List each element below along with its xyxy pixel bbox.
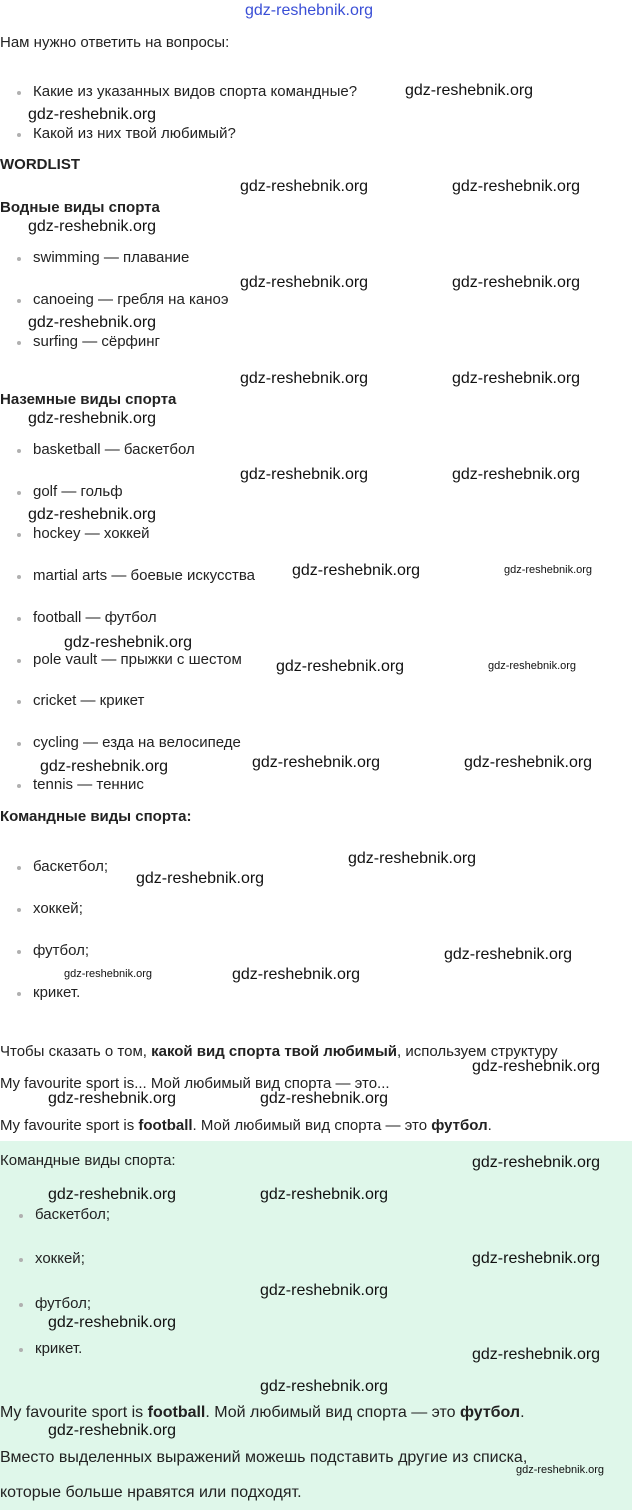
watermark-text: gdz-reshebnik.org [260,1090,389,1107]
answer-note-1: Вместо выделенных выражений можешь подставить другие из списка, [0,1449,528,1466]
watermark-text: gdz-reshebnik.org [516,1464,605,1476]
answer-item: баскетбол; [35,1206,111,1223]
watermark-text: gdz-reshebnik.org [472,1346,601,1363]
watermark-text: gdz-reshebnik.org [245,2,374,19]
answer-item: хоккей; [35,1250,85,1267]
watermark-text: gdz-reshebnik.org [405,82,534,99]
watermark-text: gdz-reshebnik.org [444,946,573,963]
team-item: баскетбол; [33,858,109,875]
team-item: футбол; [33,942,90,959]
watermark-text: gdz-reshebnik.org [452,370,581,387]
team-item: крикет. [33,984,81,1001]
question-2: Какой из них твой любимый? [33,125,236,142]
watermark-text: gdz-reshebnik.org [48,1090,177,1107]
watermark-text: gdz-reshebnik.org [452,274,581,291]
watermark-text: gdz-reshebnik.org [240,178,369,195]
explain-line-1: Чтобы сказать о том, какой вид спорта твой любимый, используем структуру [0,1043,558,1060]
land-item: martial arts — боевые искусства [33,567,256,584]
land-item: cycling — езда на велосипеде [33,734,241,751]
watermark-text: gdz-reshebnik.org [472,1154,601,1171]
wordlist-title: WORDLIST [0,156,80,173]
watermark-text: gdz-reshebnik.org [28,218,157,235]
watermark-text: gdz-reshebnik.org [240,370,369,387]
watermark-text: gdz-reshebnik.org [472,1250,601,1267]
water-item: swimming — плавание [33,249,190,266]
watermark-text: gdz-reshebnik.org [48,1422,177,1439]
question-1: Какие из указанных видов спорта командные? [33,83,358,100]
water-item: surfing — сёрфинг [33,333,161,350]
answer-favourite: My favourite sport is football. Мой любимый вид спорта — это футбол. [0,1404,525,1421]
land-item: football — футбол [33,609,157,626]
watermark-text: gdz-reshebnik.org [260,1282,389,1299]
watermark-text: gdz-reshebnik.org [240,466,369,483]
land-item: pole vault — прыжки с шестом [33,651,242,668]
watermark-text: gdz-reshebnik.org [488,660,577,672]
land-item: basketball — баскетбол [33,441,195,458]
watermark-text: gdz-reshebnik.org [452,466,581,483]
watermark-text: gdz-reshebnik.org [48,1186,177,1203]
watermark-text: gdz-reshebnik.org [276,658,405,675]
answer-item: крикет. [35,1340,83,1357]
watermark-text: gdz-reshebnik.org [64,634,193,651]
land-item: golf — гольф [33,483,123,500]
team-item: хоккей; [33,900,83,917]
intro-text: Нам нужно ответить на вопросы: [0,34,230,51]
watermark-text: gdz-reshebnik.org [136,870,265,887]
land-item: tennis — теннис [33,776,144,793]
land-item: cricket — крикет [33,692,145,709]
answer-note-2: которые больше нравятся или подходят. [0,1484,302,1501]
watermark-text: gdz-reshebnik.org [28,106,157,123]
watermark-text: gdz-reshebnik.org [464,754,593,771]
watermark-text: gdz-reshebnik.org [252,754,381,771]
land-item: hockey — хоккей [33,525,150,542]
watermark-text: gdz-reshebnik.org [64,968,153,980]
explain-line-2: My favourite sport is... Мой любимый вид спорта — это... [0,1075,390,1092]
water-title: Водные виды спорта [0,199,160,216]
watermark-text: gdz-reshebnik.org [28,314,157,331]
watermark-text: gdz-reshebnik.org [504,564,593,576]
watermark-text: gdz-reshebnik.org [348,850,477,867]
watermark-text: gdz-reshebnik.org [40,758,169,775]
watermark-text: gdz-reshebnik.org [28,506,157,523]
watermark-text: gdz-reshebnik.org [232,966,361,983]
watermark-text: gdz-reshebnik.org [28,410,157,427]
water-item: canoeing — гребля на каноэ [33,291,229,308]
team-title: Командные виды спорта: [0,808,192,825]
watermark-text: gdz-reshebnik.org [452,178,581,195]
watermark-text: gdz-reshebnik.org [260,1186,389,1203]
watermark-text: gdz-reshebnik.org [260,1378,389,1395]
watermark-text: gdz-reshebnik.org [240,274,369,291]
watermark-text: gdz-reshebnik.org [472,1058,601,1075]
answer-title: Командные виды спорта: [0,1152,176,1169]
explain-example: My favourite sport is football. Мой любимый вид спорта — это футбол. [0,1117,492,1134]
land-title: Наземные виды спорта [0,391,177,408]
answer-item: футбол; [35,1295,92,1312]
watermark-text: gdz-reshebnik.org [48,1314,177,1331]
watermark-text: gdz-reshebnik.org [292,562,421,579]
